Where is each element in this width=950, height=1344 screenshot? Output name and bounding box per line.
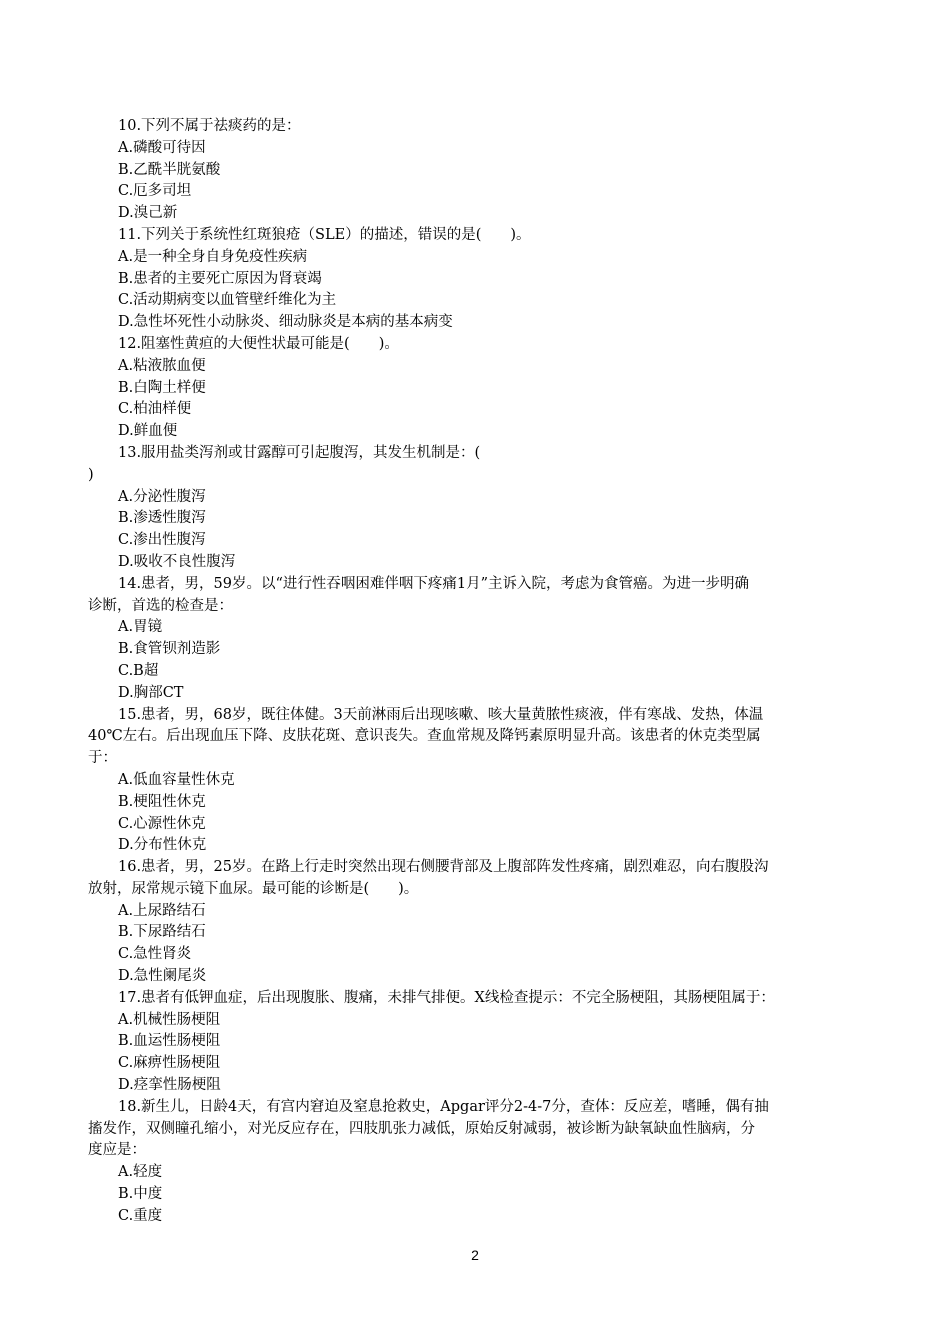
answer-option: C.渗出性腹泻 bbox=[118, 532, 206, 549]
answer-option: D.溴己新 bbox=[118, 205, 178, 222]
answer-option: A.机械性肠梗阻 bbox=[118, 1011, 221, 1028]
question-stem-continued: 放射，尿常规示镜下血尿。最可能的诊断是( )。 bbox=[88, 880, 419, 897]
question-stem-continued: 于： bbox=[88, 750, 117, 767]
answer-option: B.梗阻性休克 bbox=[118, 793, 206, 810]
answer-option: A.磷酸可待因 bbox=[118, 139, 206, 156]
question-stem-continued: 度应是： bbox=[88, 1142, 146, 1159]
answer-option: D.痉挛性肠梗阻 bbox=[118, 1077, 221, 1094]
answer-option: B.白陶土样便 bbox=[118, 379, 206, 396]
page-number: 2 bbox=[471, 1247, 479, 1263]
answer-option: A.胃镜 bbox=[118, 619, 163, 636]
answer-option: D.胸部CT bbox=[118, 684, 184, 701]
answer-option: B.中度 bbox=[118, 1186, 163, 1203]
answer-option: C.厄多司坦 bbox=[118, 183, 192, 200]
question-stem-continued: 诊断，首选的检查是： bbox=[88, 597, 233, 614]
question-stem: 17.患者有低钾血症，后出现腹胀、腹痛，未排气排便。X线检查提示：不完全肠梗阻，其肠梗阻属于： bbox=[118, 989, 775, 1006]
question-block bbox=[88, 1097, 862, 1228]
question-block bbox=[88, 574, 862, 705]
answer-option: A.低血容量性休克 bbox=[118, 771, 235, 788]
question-stem: 15.患者，男，68岁，既往体健。3天前淋雨后出现咳嗽、咳大量黄脓性痰液，伴有寒战、发热，体温 bbox=[118, 706, 764, 723]
question-block bbox=[88, 116, 862, 225]
question-block bbox=[88, 225, 862, 334]
question-block bbox=[88, 443, 862, 574]
answer-option: D.分布性休克 bbox=[118, 837, 207, 854]
answer-option: C.心源性休克 bbox=[118, 815, 206, 832]
question-stem-continued: 搐发作，双侧瞳孔缩小，对光反应存在，四肢肌张力减低，原始反射减弱，被诊断为缺氧缺血性脑病，分 bbox=[88, 1120, 755, 1137]
answer-option: B.乙酰半胱氨酸 bbox=[118, 161, 221, 178]
question-stem: 14.患者，男，59岁。以“进行性吞咽困难伴咽下疼痛1月”主诉入院，考虑为食管癌。为进一步明确 bbox=[118, 575, 750, 592]
question-stem: 11.下列关于系统性红斑狼疮（SLE）的描述，错误的是( )。 bbox=[118, 226, 531, 243]
question-stem: 12.阻塞性黄疸的大便性状最可能是( )。 bbox=[118, 335, 399, 352]
question-stem: 13.服用盐类泻剂或甘露醇可引起腹泻，其发生机制是：( bbox=[118, 444, 481, 461]
answer-option: D.急性阑尾炎 bbox=[118, 968, 207, 985]
answer-option: B.渗透性腹泻 bbox=[118, 510, 206, 527]
answer-option: B.血运性肠梗阻 bbox=[118, 1033, 221, 1050]
answer-option: A.是一种全身自身免疫性疾病 bbox=[118, 248, 308, 265]
question-list bbox=[88, 116, 862, 1228]
answer-option: A.分泌性腹泻 bbox=[118, 488, 206, 505]
answer-option: D.吸收不良性腹泻 bbox=[118, 553, 236, 570]
answer-option: C.急性肾炎 bbox=[118, 946, 192, 963]
answer-option: C.活动期病变以血管壁纤维化为主 bbox=[118, 292, 337, 309]
answer-option: A.轻度 bbox=[118, 1164, 163, 1181]
answer-option: D.鲜血便 bbox=[118, 423, 178, 440]
answer-option: B.食管钡剂造影 bbox=[118, 641, 221, 658]
answer-option: C.重度 bbox=[118, 1207, 163, 1224]
answer-option: C.B超 bbox=[118, 662, 159, 679]
answer-option: D.急性坏死性小动脉炎、细动脉炎是本病的基本病变 bbox=[118, 314, 453, 331]
question-block bbox=[88, 705, 862, 858]
question-stem-continued: ) bbox=[88, 466, 94, 483]
answer-option: B.下尿路结石 bbox=[118, 924, 206, 941]
question-stem: 18.新生儿，日龄4天，有宫内窘迫及窒息抢救史，Apgar评分2-4-7分，查体：反应差，嗜睡，偶有抽 bbox=[118, 1098, 769, 1115]
question-block bbox=[88, 334, 862, 443]
question-stem: 16.患者，男，25岁。在路上行走时突然出现右侧腰背部及上腹部阵发性疼痛，剧烈难忍，向右腹股沟 bbox=[118, 859, 769, 876]
question-block bbox=[88, 988, 862, 1097]
question-stem: 10.下列不属于祛痰药的是： bbox=[118, 118, 301, 134]
question-stem-continued: 40℃左右。后出现血压下降、皮肤花斑、意识丧失。查血常规及降钙素原明显升高。该患者的休克类型属 bbox=[88, 728, 761, 745]
question-block bbox=[88, 857, 862, 988]
answer-option: A.上尿路结石 bbox=[118, 902, 206, 919]
answer-option: B.患者的主要死亡原因为肾衰竭 bbox=[118, 270, 322, 287]
answer-option: A.粘液脓血便 bbox=[118, 357, 206, 374]
answer-option: C.柏油样便 bbox=[118, 401, 192, 418]
answer-option: C.麻痹性肠梗阻 bbox=[118, 1055, 221, 1072]
